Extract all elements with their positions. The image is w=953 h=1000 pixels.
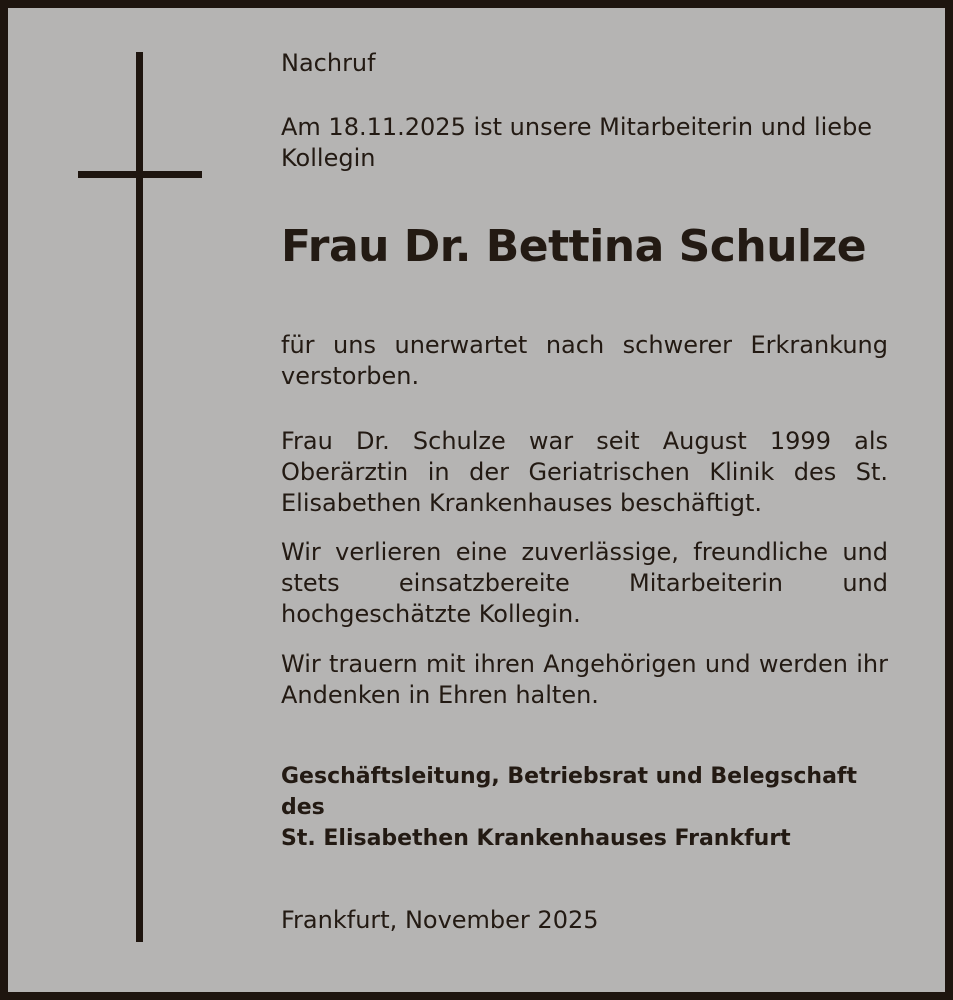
signature-block [281, 761, 888, 854]
place-date: Frankfurt, November 2025 [281, 906, 599, 934]
signature-line-2: St. Elisabethen Krankenhauses Frankfurt [281, 826, 791, 851]
cross-vertical-bar [136, 52, 143, 942]
paragraph-tribute: Wir verlieren eine zuverlässige, freundliche und stets einsatzbereite Mitarbeiterin und hochgeschätzte Kollegin. [281, 538, 888, 628]
cross-horizontal-bar [78, 171, 202, 178]
obituary-card [8, 8, 945, 992]
intro-text: Am 18.11.2025 ist unsere Mitarbeiterin und liebe Kollegin [281, 113, 873, 172]
paragraph-mourning: Wir trauern mit ihren Angehörigen und werden ihr Andenken in Ehren halten. [281, 650, 888, 709]
paragraph-passing: für uns unerwartet nach schwerer Erkrankung verstorben. [281, 331, 888, 390]
deceased-name: Frau Dr. Bettina Schulze [281, 221, 867, 272]
signature-line-1: Geschäftsleitung, Betriebsrat und Belegschaft des [281, 764, 858, 820]
obituary-heading: Nachruf [281, 49, 376, 77]
paragraph-career: Frau Dr. Schulze war seit August 1999 als Oberärztin in der Geriatrischen Klinik des St. Elisabethen Krankenhauses beschäftigt. [281, 427, 888, 517]
